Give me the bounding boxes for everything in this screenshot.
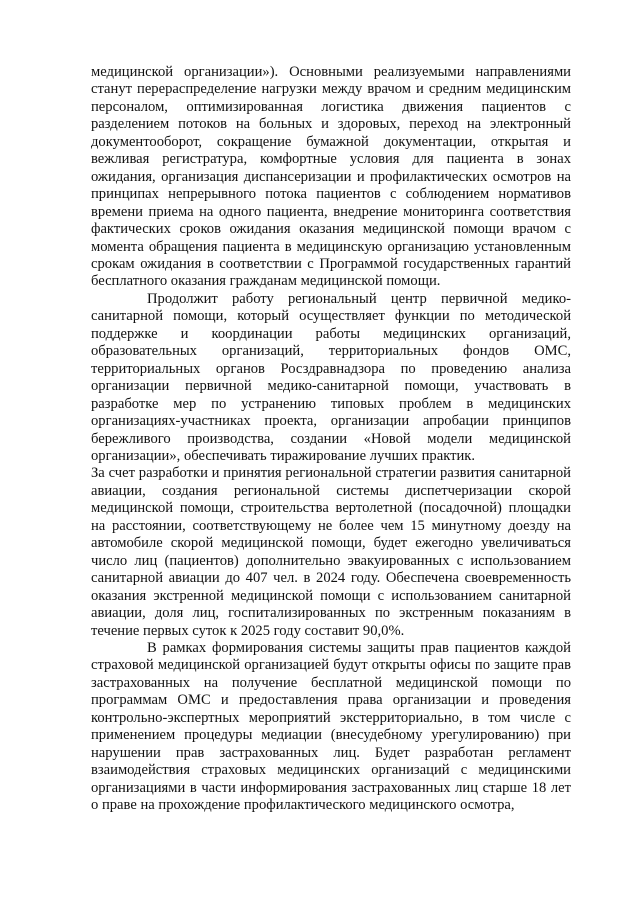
document-page bbox=[91, 64, 571, 814]
paragraph-patient-rights: В рамках формирования системы защиты прав пациентов каждой страховой медицинской организацией будут открыты офисы по защите прав застрахованных на получение бесплатной медицинской помощи по программам ОМС и предоставления права организации и проведения контрольно-экспертных мероприятий экстерриториально, в том числе с применением процедуры медиации (внесудебному урегулированию) при нарушении прав застрахованных лиц. Будет разработан регламент взаимодействия страховых медицинских организаций с медицинскими организациями в части информирования застрахованных лиц старше 18 лет о праве на прохождение профилактического медицинского осмотра, bbox=[91, 639, 571, 814]
paragraph-continuation: медицинской организации»). Основными реализуемыми направлениями станут перераспределение нагрузки между врачом и средним медицинским персоналом, оптимизированная логистика движения пациентов с разделением потоков на больных и здоровых, переход на электронный документооборот, сокращение бумажной документации, открытая и вежливая регистратура, комфортные условия для пациента в зонах ожидания, организация диспансеризации и профилактических осмотров на принципах непрерывного потока пациентов с соблюдением нормативов времени приема на одного пациента, внедрение мониторинга соответствия фактических сроков ожидания оказания медицинской помощи врачом с момента обращения пациента в медицинскую организацию установленным срокам ожидания в соответствии с Программой государственных гарантий бесплатного оказания гражданам медицинской помощи. bbox=[91, 64, 571, 290]
paragraph-primary-care-center: Продолжит работу региональный центр первичной медико-санитарной помощи, который осуществляет функции по методической поддержке и координации работы медицинских организаций, образовательных организаций, территориальных фондов ОМС, территориальных органов Росздравнадзора по проведению анализа организации первичной медико-санитарной помощи, участвовать в разработке мер по устранению типовых проблем в медицинских организациях-участниках проекта, организации апробации принципов бережливого производства, создании «Новой модели медицинской организации», обеспечивать тиражирование лучших практик. bbox=[91, 290, 571, 464]
paragraph-sanitary-aviation: За счет разработки и принятия региональной стратегии развития санитарной авиации, создания региональной системы диспетчеризации скорой медицинской помощи, строительства вертолетной (посадочной) площадки на расстоянии, соответствующему не более чем 15 минутному доезду на автомобиле скорой медицинской помощи, будет ежегодно увеличиваться число лиц (пациентов) дополнительно эвакуированных с использованием санитарной авиации до 407 чел. в 2024 году. Обеспечена своевременность оказания экстренной медицинской помощи с использованием санитарной авиации, доля лиц, госпитализированных по экстренным показаниям в течение первых суток к 2025 году составит 90,0%. bbox=[91, 465, 571, 639]
